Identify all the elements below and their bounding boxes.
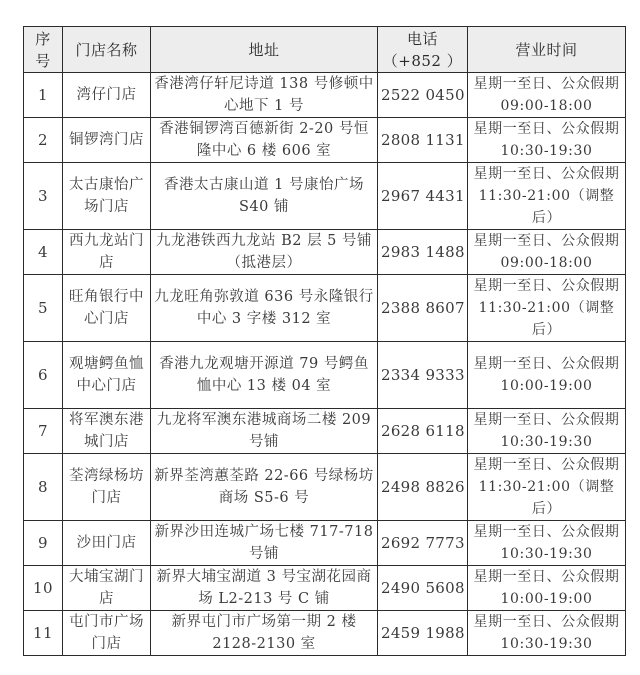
table-row <box>24 454 626 521</box>
header-hours: 营业时间 <box>468 27 626 73</box>
store-hours: 星期一至日、公众假期 09:00-18:00 <box>468 230 626 275</box>
store-seq: 6 <box>24 342 63 409</box>
store-name: 大埔宝湖门店 <box>63 566 151 611</box>
table-row <box>24 342 626 409</box>
table-row <box>24 409 626 454</box>
store-seq: 1 <box>24 73 63 118</box>
store-address: 新界沙田连城广场七楼 717-718 号铺 <box>151 521 378 566</box>
store-hours: 星期一至日、公众假期 09:00-18:00 <box>468 73 626 118</box>
table-row <box>24 566 626 611</box>
store-phone: 2628 6118 <box>378 409 468 454</box>
header-address: 地址 <box>151 27 378 73</box>
table-row <box>24 73 626 118</box>
store-hours: 星期一至日、公众假期 11:30-21:00（调整后） <box>468 454 626 521</box>
store-name: 太古康怡广场门店 <box>63 163 151 230</box>
table-row <box>24 521 626 566</box>
table-row <box>24 163 626 230</box>
store-phone: 2334 9333 <box>378 342 468 409</box>
store-address: 新界屯门市广场第一期 2 楼 2128-2130 室 <box>151 611 378 656</box>
store-phone: 2498 8826 <box>378 454 468 521</box>
store-hours: 星期一至日、公众假期 10:30-19:30 <box>468 409 626 454</box>
store-seq: 4 <box>24 230 63 275</box>
store-phone: 2692 7773 <box>378 521 468 566</box>
store-address: 九龙将军澳东港城商场二楼 209 号铺 <box>151 409 378 454</box>
store-name: 湾仔门店 <box>63 73 151 118</box>
store-phone: 2808 1131 <box>378 118 468 163</box>
store-hours: 星期一至日、公众假期 10:00-19:00 <box>468 342 626 409</box>
header-seq: 序 号 <box>24 27 63 73</box>
table-row <box>24 230 626 275</box>
store-name: 铜锣湾门店 <box>63 118 151 163</box>
store-address: 新界大埔宝湖道 3 号宝湖花园商场 L2-213 号 C 铺 <box>151 566 378 611</box>
store-hours: 星期一至日、公众假期 10:30-19:30 <box>468 611 626 656</box>
store-list-table <box>23 26 626 656</box>
table-header-row <box>24 27 626 73</box>
store-address: 香港太古康山道 1 号康怡广场 S40 铺 <box>151 163 378 230</box>
store-phone: 2459 1988 <box>378 611 468 656</box>
store-address: 新界荃湾蕙荃路 22-66 号绿杨坊商场 S5-6 号 <box>151 454 378 521</box>
store-hours: 星期一至日、公众假期 10:30-19:30 <box>468 521 626 566</box>
store-address: 香港铜锣湾百德新街 2-20 号恒隆中心 6 楼 606 室 <box>151 118 378 163</box>
store-name: 西九龙站门店 <box>63 230 151 275</box>
store-seq: 11 <box>24 611 63 656</box>
header-phone: 电话 （+852 ） <box>378 27 468 73</box>
store-phone: 2388 8607 <box>378 275 468 342</box>
store-address: 九龙港铁西九龙站 B2 层 5 号铺 （抵港层） <box>151 230 378 275</box>
store-hours: 星期一至日、公众假期 10:00-19:00 <box>468 566 626 611</box>
store-seq: 10 <box>24 566 63 611</box>
store-hours: 星期一至日、公众假期 11:30-21:00（调整后） <box>468 163 626 230</box>
store-phone: 2522 0450 <box>378 73 468 118</box>
store-seq: 3 <box>24 163 63 230</box>
store-name: 将军澳东港城门店 <box>63 409 151 454</box>
header-store-name: 门店名称 <box>63 27 151 73</box>
store-hours: 星期一至日、公众假期 10:30-19:30 <box>468 118 626 163</box>
store-phone: 2490 5608 <box>378 566 468 611</box>
store-name: 沙田门店 <box>63 521 151 566</box>
table-row <box>24 118 626 163</box>
store-name: 荃湾绿杨坊门店 <box>63 454 151 521</box>
store-seq: 9 <box>24 521 63 566</box>
store-seq: 8 <box>24 454 63 521</box>
store-hours: 星期一至日、公众假期 11:30-21:00（调整后） <box>468 275 626 342</box>
store-phone: 2967 4431 <box>378 163 468 230</box>
store-address: 九龙旺角弥敦道 636 号永隆银行中心 3 字楼 312 室 <box>151 275 378 342</box>
store-address: 香港湾仔轩尼诗道 138 号修顿中心地下 1 号 <box>151 73 378 118</box>
table-row <box>24 275 626 342</box>
store-seq: 5 <box>24 275 63 342</box>
table-row <box>24 611 626 656</box>
store-name: 观塘鳄鱼恤中心门店 <box>63 342 151 409</box>
store-name: 屯门市广场门店 <box>63 611 151 656</box>
store-seq: 2 <box>24 118 63 163</box>
store-address: 香港九龙观塘开源道 79 号鳄鱼恤中心 13 楼 04 室 <box>151 342 378 409</box>
store-phone: 2983 1488 <box>378 230 468 275</box>
store-name: 旺角银行中心门店 <box>63 275 151 342</box>
store-seq: 7 <box>24 409 63 454</box>
